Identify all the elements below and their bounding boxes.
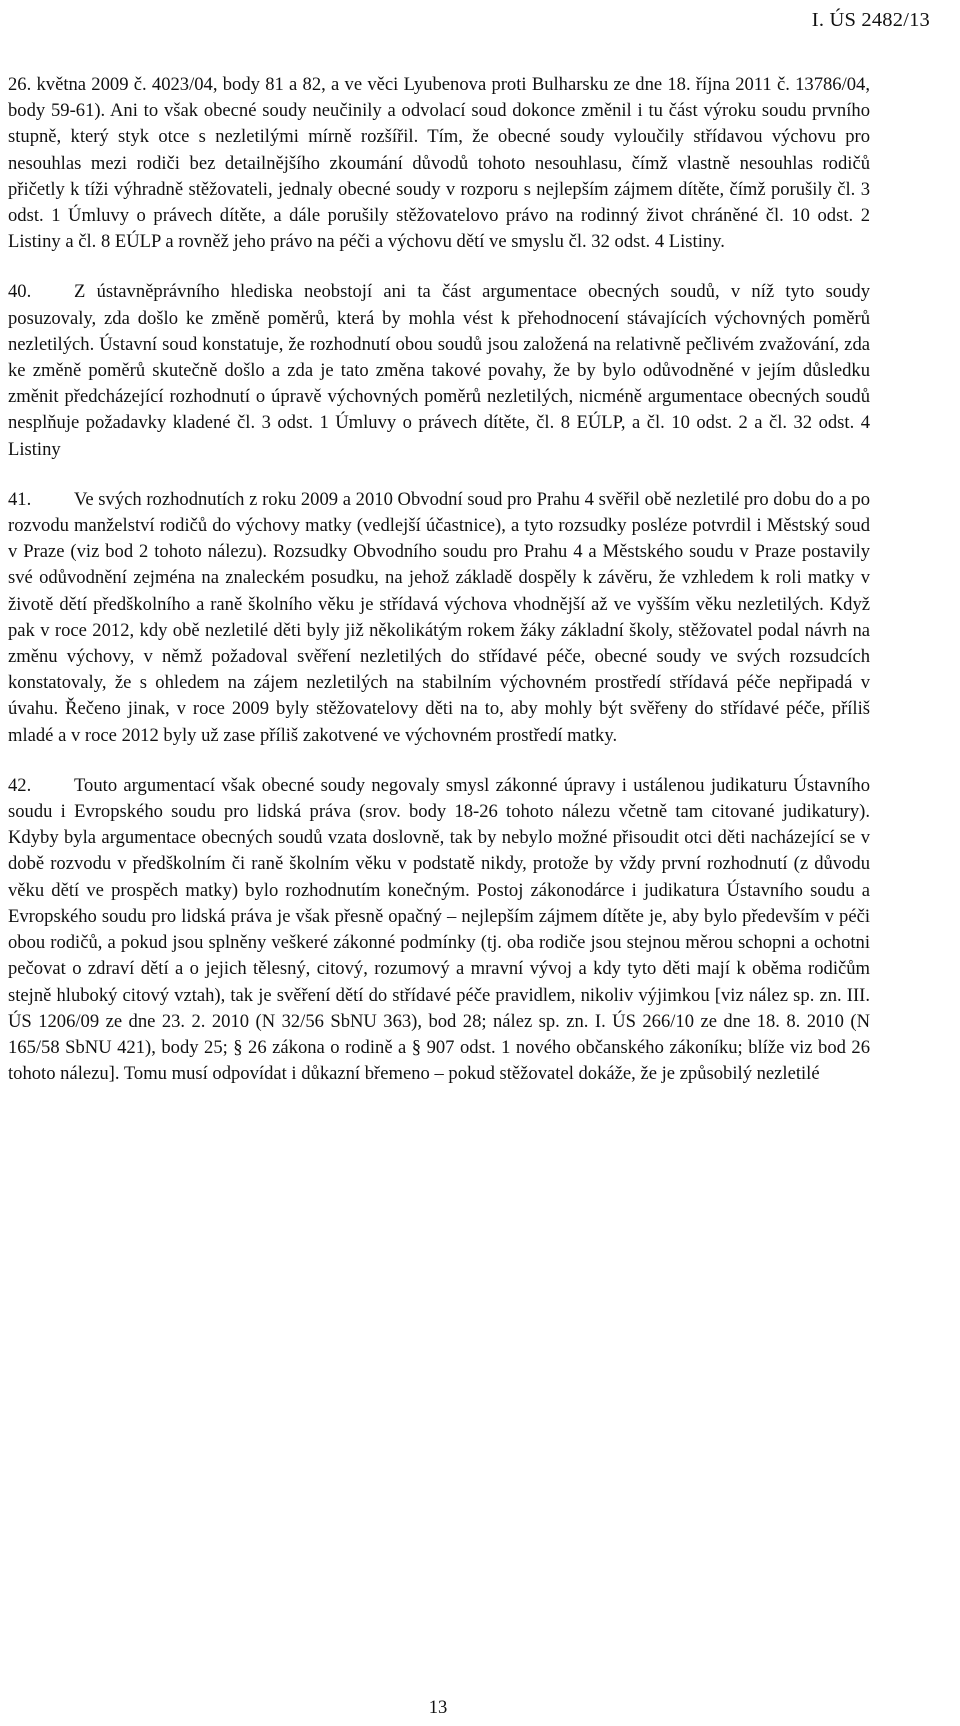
document-body — [8, 72, 870, 1111]
paragraph-number: 41. — [8, 488, 32, 510]
paragraph-number: 40. — [8, 281, 32, 303]
paragraph-40 — [8, 279, 870, 462]
paragraph-text: 26. května 2009 č. 4023/04, body 81 a 82, a ve věci Lyubenova proti Bulharsku ze dne 18. října 2011 č. 13786/04, body 59-61). Ani to však obecné soudy neučinily a odvolací soud dokonce změnil i tu část výroku soudu prvního stupně, který styk otce s nezletilými mírně rozšířil. Tím, že obecné soudy vyloučily střídavou výchovu pro nesouhlas mezi rodiči bez detailnějšího zkoumání důvodů tohoto nesouhlasu, čímž vlastně nesouhlas rodičů přičetly k tíži výhradně stěžovateli, jednaly obecné soudy v rozporu s nejlepším zájmem dítěte, čímž porušily čl. 3 odst. 1 Úmluvy o právech dítěte, a dále porušily stěžovatelovo právo na rodinný život chráněné čl. 10 odst. 2 Listiny a čl. 8 EÚLP a rovněž jeho právo na péči a výchovu dětí ve smyslu čl. 32 odst. 4 Listiny. — [8, 74, 870, 253]
page-number: 13 — [428, 1697, 448, 1718]
paragraph-42 — [8, 773, 870, 1087]
paragraph-41 — [8, 487, 870, 749]
paragraph-continued — [8, 72, 870, 255]
case-number-header: I. ÚS 2482/13 — [811, 9, 930, 31]
paragraph-text: Ve svých rozhodnutích z roku 2009 a 2010 Obvodní soud pro Prahu 4 svěřil obě nezletilé pro dobu do a po rozvodu manželství rodičů do výchovy matky (vedlejší účastnice), a tyto rozsudky posléze potvrdil i Městský soud v Praze (viz bod 2 tohoto nálezu). Rozsudky Obvodního soudu pro Prahu 4 a Městského soudu v Praze postavily své odůvodnění zejména na znaleckém posudku, na jehož základě dospěly k závěru, že vzhledem k roli matky v životě dětí předškolního a raně školního věku je střídavá výchova vhodnější až ve vyšším věku nezletilých. Když pak v roce 2012, kdy obě nezletilé děti byly již několikátým rokem žáky základní školy, stěžovatel podal návrh na změnu výchovy, v němž požadoval svěření nezletilých do střídavé péče, obecné soudy ve svých rozsudcích konstatovaly, že s ohledem na zájem nezletilých na stabilním výchovném prostředí střídavá péče nepřipadá v úvahu. Řečeno jinak, v roce 2009 byly stěžovatelovy děti na to, aby mohly být svěřeny do střídavé péče, příliš mladé a v roce 2012 byly už zase příliš zakotvené ve výchovném prostředí matky. — [8, 488, 870, 746]
paragraph-number: 42. — [8, 774, 32, 796]
paragraph-text: Touto argumentací však obecné soudy negovaly smysl zákonné úpravy i ustálenou judikaturu Ústavního soudu i Evropského soudu pro lidská práva (srov. body 18-26 tohoto nálezu včetně tam citované judikatury). Kdyby byla argumentace obecných soudů vzata doslovně, tak by nebylo možné přisoudit otci děti nacházející se v době rozvodu v předškolním či raně školním věku v podstatě nikdy, protože by vždy první rozhodnutí (z důvodu věku dětí ve prospěch matky) bylo rozhodnutím konečným. Postoj zákonodárce i judikatura Ústavního soudu a Evropského soudu pro lidská práva je však přesně opačný – nejlepším zájmem dítěte je, aby bylo především v péči obou rodičů, a pokud jsou splněny veškeré zákonné podmínky (tj. oba rodiče jsou stejnou měrou schopni a ochotni pečovat o zdraví dětí a o jejich tělesný, citový, rozumový a mravní vývoj a kdy tyto děti mají k oběma rodičům stejně hluboký citový vztah), tak je svěření dětí do střídavé péče pravidlem, nikoliv výjimkou [viz nález sp. zn. III. ÚS 1206/09 ze dne 23. 2. 2010 (N 32/56 SbNU 363), bod 28; nález sp. zn. I. ÚS 266/10 ze dne 18. 8. 2010 (N 165/58 SbNU 421), body 25; § 26 zákona o rodině a § 907 odst. 1 nového občanského zákoníku; blíže viz bod 26 tohoto nálezu]. Tomu musí odpovídat i důkazní břemeno – pokud stěžovatel dokáže, že je způsobilý nezletilé — [8, 774, 870, 1085]
paragraph-text: Z ústavněprávního hlediska neobstojí ani ta část argumentace obecných soudů, v níž tyto soudy posuzovaly, zda došlo ke změně poměrů, která by mohla vést k přehodnocení stávajících výchovných poměrů nezletilých. Ústavní soud konstatuje, že rozhodnutí obou soudů jsou založená na relativně pečlivém zvažování, zda ke změně poměrů skutečně došlo a zda je tato změna takové povahy, že by bylo odůvodněné v jejím důsledku změnit předcházející rozhodnutí o úpravě výchovných poměrů nezletilých, nicméně argumentace obecných soudů nesplňuje požadavky kladené čl. 3 odst. 1 Úmluvy o právech dítěte, čl. 8 EÚLP, a čl. 10 odst. 2 a čl. 32 odst. 4 Listiny — [8, 281, 870, 460]
